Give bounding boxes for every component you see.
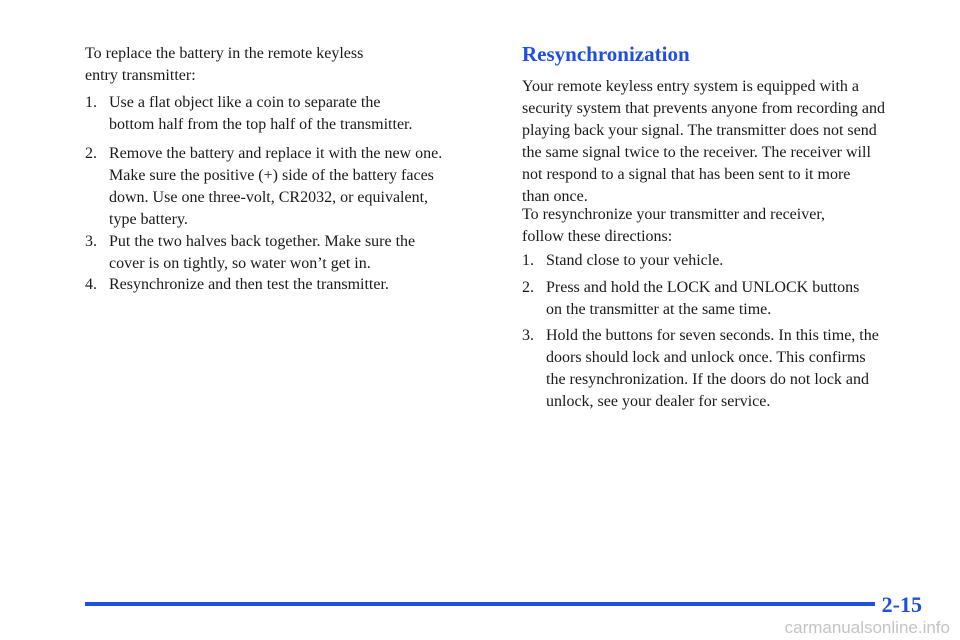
step-line: down. Use one three-volt, CR2032, or equivalent, [109, 189, 429, 206]
step-number: 1. [522, 252, 534, 269]
resync-step-3 [522, 325, 879, 413]
paragraph-line: playing back your signal. The transmitter does not send [522, 122, 877, 139]
intro-line: To replace the battery in the remote keyless [85, 45, 364, 62]
step-line: doors should lock and unlock once. This confirms [546, 349, 866, 366]
step-text [546, 325, 879, 413]
step-text [546, 277, 859, 321]
step-number: 3. [85, 233, 97, 250]
step-line: Stand close to your vehicle. [546, 252, 724, 269]
step-line: Make sure the positive (+) side of the battery faces [109, 167, 434, 184]
watermark: carmanualsonline.info [784, 618, 950, 637]
resync-step-1 [522, 250, 723, 272]
footer-rule [85, 602, 875, 606]
step-line: on the transmitter at the same time. [546, 301, 772, 318]
step-line: unlock, see your dealer for service. [546, 393, 771, 410]
intro-text [85, 43, 445, 87]
intro-line: entry transmitter: [85, 67, 196, 84]
step-number: 2. [85, 145, 97, 162]
battery-step-1 [85, 92, 412, 136]
step-text [109, 92, 412, 136]
paragraph-line: Your remote keyless entry system is equipped with a [522, 78, 859, 95]
resync-step-2 [522, 277, 859, 321]
section-title: Resynchronization [522, 42, 690, 66]
step-line: Use a flat object like a coin to separate the [109, 94, 381, 111]
step-line: bottom half from the top half of the transmitter. [109, 116, 413, 133]
step-line: type battery. [109, 211, 188, 228]
step-number: 3. [522, 327, 534, 344]
paragraph-line: To resynchronize your transmitter and receiver, [522, 206, 825, 223]
paragraph-line: follow these directions: [522, 228, 673, 245]
step-line: Remove the battery and replace it with the new one. [109, 145, 443, 162]
step-number: 1. [85, 94, 97, 111]
page-number: 2-15 [881, 592, 922, 617]
battery-step-2 [85, 143, 442, 231]
resync-description [522, 76, 885, 208]
step-line: Press and hold the LOCK and UNLOCK buttons [546, 279, 860, 296]
battery-step-3 [85, 231, 415, 275]
step-line: the resynchronization. If the doors do not lock and [546, 371, 870, 388]
paragraph-line: security system that prevents anyone from recording and [522, 100, 885, 117]
paragraph-line: not respond to a signal that has been sent to it more [522, 166, 851, 183]
step-text [109, 231, 415, 275]
step-text [109, 274, 389, 296]
step-number: 2. [522, 279, 534, 296]
step-text [109, 143, 442, 231]
step-line: Hold the buttons for seven seconds. In this time, the [546, 327, 879, 344]
step-line: cover is on tightly, so water won’t get in. [109, 255, 371, 272]
paragraph-line: than once. [522, 188, 588, 205]
resync-intro [522, 204, 825, 248]
paragraph-line: the same signal twice to the receiver. The receiver will [522, 144, 871, 161]
step-text [546, 250, 723, 272]
step-line: Put the two halves back together. Make sure the [109, 233, 416, 250]
step-number: 4. [85, 276, 97, 293]
step-line: Resynchronize and then test the transmitter. [109, 276, 389, 293]
battery-step-4 [85, 274, 389, 296]
